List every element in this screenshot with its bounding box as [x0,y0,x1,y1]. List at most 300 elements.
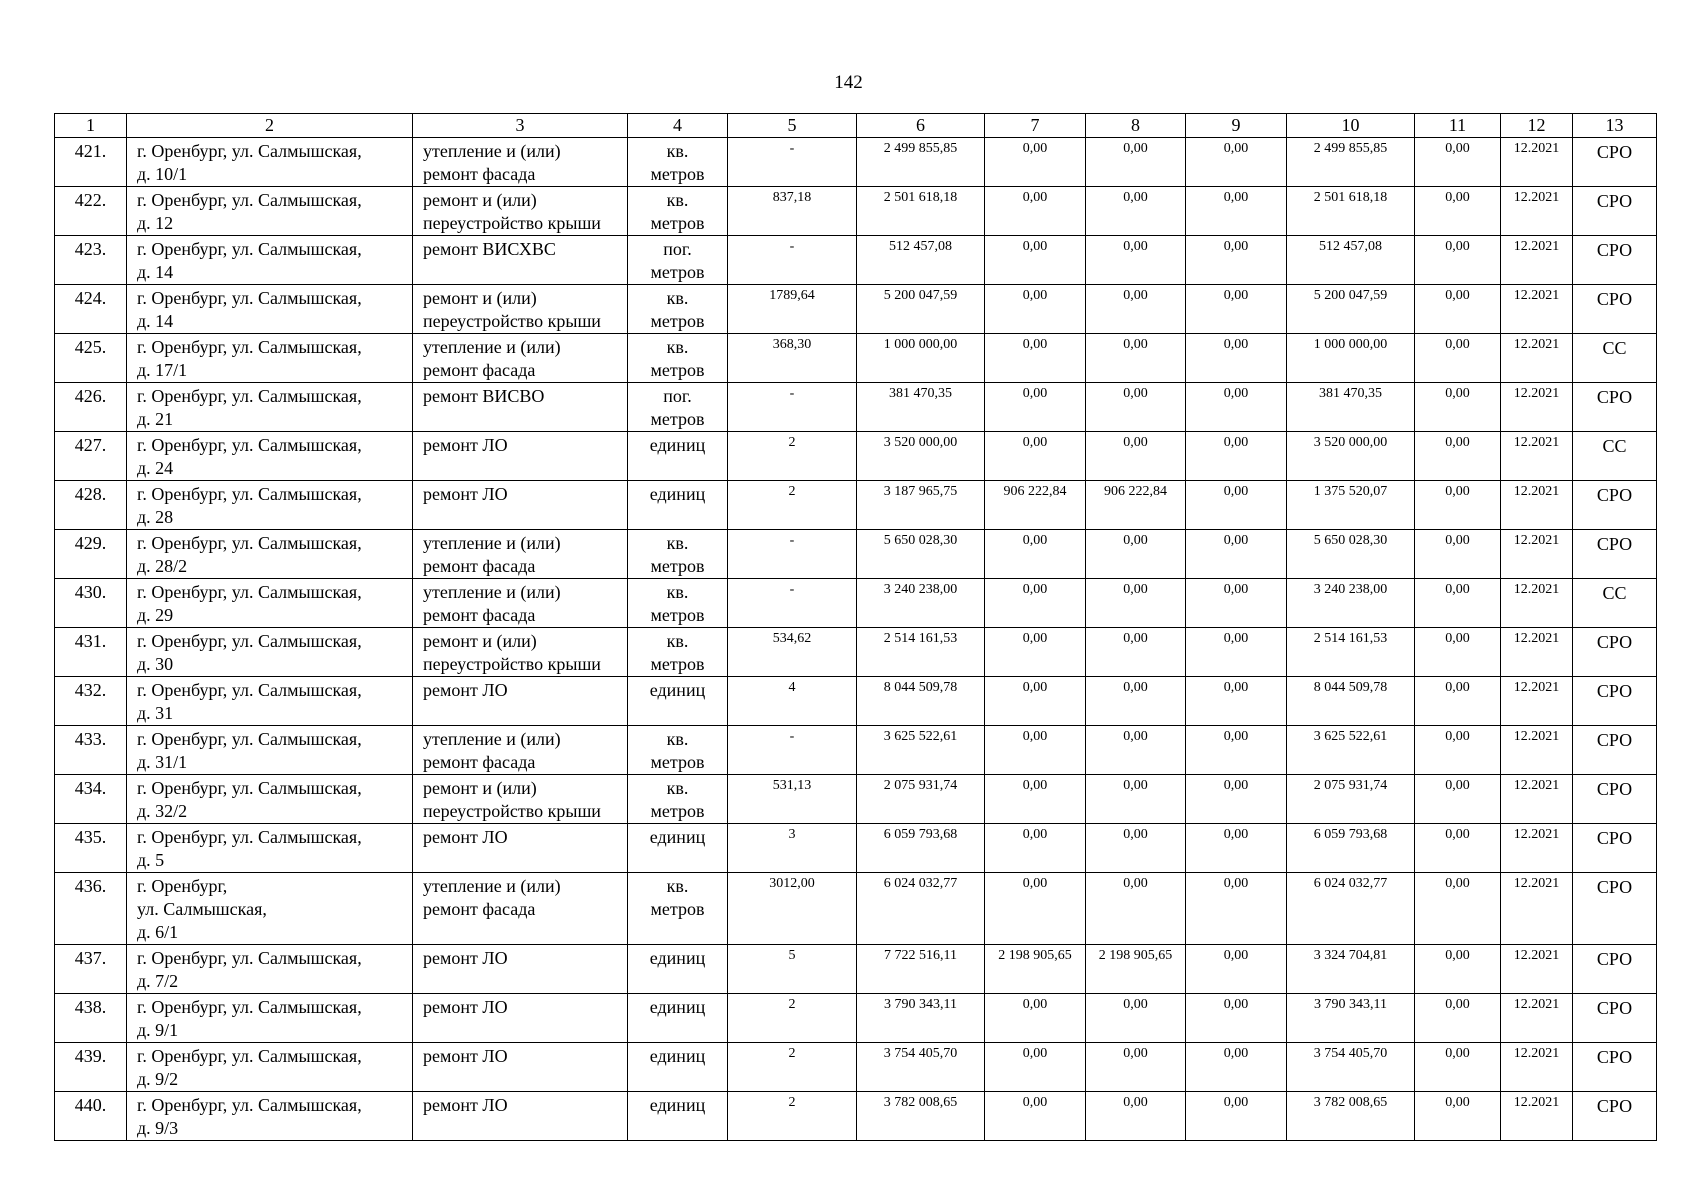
col8-cell: 0,00 [1086,383,1186,432]
total-cost-cell: 2 514 161,53 [857,628,985,677]
row-number: 422. [55,187,127,236]
col10-cell: 6 024 032,77 [1287,873,1415,945]
method-cell: СРО [1573,187,1657,236]
column-header: 11 [1415,114,1501,138]
col9-cell: 0,00 [1186,945,1287,994]
table-row [55,726,1657,775]
method-cell: СРО [1573,481,1657,530]
address-cell-line: г. Оренбург, ул. Салмышская, [137,484,362,504]
col8-cell: 0,00 [1086,530,1186,579]
address-cell-line: ул. Салмышская, [137,899,267,919]
volume-cell: 531,13 [728,775,857,824]
work-type-cell-line: утепление и (или) [423,533,561,553]
work-type-cell-line: ремонт и (или) [423,190,537,210]
work-type-cell [413,579,628,628]
work-type-cell [413,628,628,677]
row-number: 429. [55,530,127,579]
column-header: 12 [1501,114,1573,138]
col11-cell: 0,00 [1415,236,1501,285]
work-type-cell [413,775,628,824]
deadline-cell: 12.2021 [1501,677,1573,726]
deadline-cell: 12.2021 [1501,138,1573,187]
address-cell-line: д. 31/1 [137,752,188,772]
address-cell-line: д. 7/2 [137,971,179,991]
table-row [55,628,1657,677]
unit-cell [628,579,728,628]
work-type-cell-line: ремонт ВИСХВС [423,239,556,259]
col9-cell: 0,00 [1186,824,1287,873]
total-cost-cell: 3 754 405,70 [857,1043,985,1092]
work-type-cell-line: ремонт ЛО [423,948,508,968]
volume-cell: 5 [728,945,857,994]
address-cell-line: д. 10/1 [137,164,188,184]
unit-cell [628,285,728,334]
work-type-cell-line: ремонт фасада [423,899,536,919]
unit-cell [628,994,728,1043]
volume-cell: 837,18 [728,187,857,236]
volume-cell: - [728,579,857,628]
method-cell: СРО [1573,873,1657,945]
unit-cell-line: единиц [649,1095,706,1115]
col7-cell: 0,00 [985,873,1086,945]
address-cell-line: д. 28/2 [137,556,188,576]
col10-cell: 8 044 509,78 [1287,677,1415,726]
col11-cell: 0,00 [1415,628,1501,677]
volume-cell: - [728,138,857,187]
work-type-cell [413,1092,628,1141]
work-type-cell-line: переустройство крыши [423,213,601,233]
address-cell [127,285,413,334]
col11-cell: 0,00 [1415,579,1501,628]
total-cost-cell: 3 625 522,61 [857,726,985,775]
unit-cell-line: кв. [666,533,689,553]
unit-cell-line: единиц [649,680,706,700]
address-cell [127,187,413,236]
col10-cell: 3 520 000,00 [1287,432,1415,481]
work-type-cell [413,824,628,873]
total-cost-cell: 3 520 000,00 [857,432,985,481]
address-cell [127,481,413,530]
table-body [55,138,1657,1141]
work-type-cell [413,432,628,481]
address-cell-line: г. Оренбург, [137,876,228,896]
volume-cell: 2 [728,481,857,530]
unit-cell-line: кв. [666,876,689,896]
work-type-cell [413,285,628,334]
col8-cell: 0,00 [1086,994,1186,1043]
deadline-cell: 12.2021 [1501,334,1573,383]
volume-cell: 3 [728,824,857,873]
address-cell [127,628,413,677]
total-cost-cell: 381 470,35 [857,383,985,432]
total-cost-cell: 6 059 793,68 [857,824,985,873]
address-cell [127,334,413,383]
table-row [55,994,1657,1043]
work-type-cell [413,334,628,383]
unit-cell-line: единиц [649,1046,706,1066]
unit-cell [628,481,728,530]
unit-cell-line: метров [650,164,705,184]
col9-cell: 0,00 [1186,726,1287,775]
column-header: 10 [1287,114,1415,138]
unit-cell [628,1043,728,1092]
col11-cell: 0,00 [1415,1092,1501,1141]
unit-cell-line: метров [650,409,705,429]
total-cost-cell: 2 501 618,18 [857,187,985,236]
col8-cell: 0,00 [1086,677,1186,726]
volume-cell: 2 [728,1043,857,1092]
total-cost-cell: 7 722 516,11 [857,945,985,994]
unit-cell-line: кв. [666,141,689,161]
work-type-cell-line: утепление и (или) [423,141,561,161]
col8-cell: 0,00 [1086,1043,1186,1092]
unit-cell-line: метров [650,752,705,772]
col9-cell: 0,00 [1186,334,1287,383]
address-cell-line: г. Оренбург, ул. Салмышская, [137,190,362,210]
col9-cell: 0,00 [1186,1092,1287,1141]
work-type-cell-line: ремонт ЛО [423,1046,508,1066]
work-type-cell [413,726,628,775]
column-header: 4 [628,114,728,138]
column-header: 5 [728,114,857,138]
work-type-cell [413,530,628,579]
address-cell [127,236,413,285]
col7-cell: 0,00 [985,628,1086,677]
total-cost-cell: 5 650 028,30 [857,530,985,579]
deadline-cell: 12.2021 [1501,285,1573,334]
work-type-cell-line: ремонт и (или) [423,631,537,651]
col8-cell: 0,00 [1086,285,1186,334]
method-cell: СРО [1573,775,1657,824]
col7-cell: 0,00 [985,383,1086,432]
unit-cell-line: кв. [666,778,689,798]
work-type-cell-line: ремонт фасада [423,752,536,772]
method-cell: СРО [1573,945,1657,994]
address-cell [127,775,413,824]
work-type-cell-line: утепление и (или) [423,876,561,896]
deadline-cell: 12.2021 [1501,579,1573,628]
work-type-cell-line: ремонт ЛО [423,1095,508,1115]
col10-cell: 6 059 793,68 [1287,824,1415,873]
address-cell-line: д. 9/1 [137,1020,179,1040]
work-type-cell-line: ремонт ВИСВО [423,386,545,406]
address-cell-line: г. Оренбург, ул. Салмышская, [137,239,362,259]
table-row [55,1043,1657,1092]
address-cell-line: д. 14 [137,311,174,331]
work-type-cell [413,677,628,726]
row-number: 431. [55,628,127,677]
col9-cell: 0,00 [1186,579,1287,628]
volume-cell: - [728,383,857,432]
unit-cell [628,628,728,677]
deadline-cell: 12.2021 [1501,530,1573,579]
col11-cell: 0,00 [1415,824,1501,873]
total-cost-cell: 1 000 000,00 [857,334,985,383]
col11-cell: 0,00 [1415,334,1501,383]
column-header: 13 [1573,114,1657,138]
unit-cell-line: кв. [666,631,689,651]
address-cell-line: д. 6/1 [137,922,179,942]
col7-cell: 2 198 905,65 [985,945,1086,994]
unit-cell-line: единиц [649,948,706,968]
row-number: 432. [55,677,127,726]
work-type-cell-line: ремонт фасада [423,164,536,184]
col8-cell: 0,00 [1086,138,1186,187]
unit-cell [628,236,728,285]
volume-cell: - [728,726,857,775]
total-cost-cell: 3 782 008,65 [857,1092,985,1141]
method-cell: СРО [1573,824,1657,873]
table-row [55,285,1657,334]
address-cell-line: г. Оренбург, ул. Салмышская, [137,778,362,798]
work-type-cell-line: ремонт фасада [423,556,536,576]
work-type-cell [413,945,628,994]
method-cell: СРО [1573,285,1657,334]
table-row [55,530,1657,579]
col9-cell: 0,00 [1186,873,1287,945]
method-cell: СРО [1573,628,1657,677]
address-cell-line: д. 30 [137,654,174,674]
col9-cell: 0,00 [1186,994,1287,1043]
work-type-cell [413,481,628,530]
table-row [55,945,1657,994]
col11-cell: 0,00 [1415,726,1501,775]
work-type-cell-line: ремонт ЛО [423,827,508,847]
deadline-cell: 12.2021 [1501,236,1573,285]
unit-cell-line: кв. [666,288,689,308]
col10-cell: 3 754 405,70 [1287,1043,1415,1092]
address-cell [127,579,413,628]
address-cell [127,383,413,432]
address-cell [127,945,413,994]
col9-cell: 0,00 [1186,481,1287,530]
unit-cell-line: метров [650,262,705,282]
col11-cell: 0,00 [1415,481,1501,530]
volume-cell: 3012,00 [728,873,857,945]
col9-cell: 0,00 [1186,432,1287,481]
unit-cell [628,187,728,236]
row-number: 439. [55,1043,127,1092]
total-cost-cell: 6 024 032,77 [857,873,985,945]
table-row [55,824,1657,873]
table-row [55,187,1657,236]
col8-cell: 0,00 [1086,1092,1186,1141]
col10-cell: 2 501 618,18 [1287,187,1415,236]
deadline-cell: 12.2021 [1501,775,1573,824]
work-type-cell [413,1043,628,1092]
address-cell-line: д. 9/2 [137,1069,179,1089]
work-type-cell-line: переустройство крыши [423,311,601,331]
col9-cell: 0,00 [1186,285,1287,334]
col8-cell: 0,00 [1086,873,1186,945]
volume-cell: 1789,64 [728,285,857,334]
total-cost-cell: 2 075 931,74 [857,775,985,824]
row-number: 437. [55,945,127,994]
col7-cell: 0,00 [985,432,1086,481]
col7-cell: 0,00 [985,334,1086,383]
column-header: 7 [985,114,1086,138]
address-cell [127,824,413,873]
unit-cell-line: кв. [666,337,689,357]
unit-cell-line: единиц [649,827,706,847]
col11-cell: 0,00 [1415,873,1501,945]
table-row [55,1092,1657,1141]
col9-cell: 0,00 [1186,138,1287,187]
col7-cell: 0,00 [985,677,1086,726]
work-type-cell-line: переустройство крыши [423,801,601,821]
row-number: 438. [55,994,127,1043]
table-row [55,334,1657,383]
address-cell-line: г. Оренбург, ул. Салмышская, [137,680,362,700]
col10-cell: 1 375 520,07 [1287,481,1415,530]
table-row [55,677,1657,726]
unit-cell-line: кв. [666,190,689,210]
method-cell: СРО [1573,1092,1657,1141]
deadline-cell: 12.2021 [1501,1092,1573,1141]
col10-cell: 5 650 028,30 [1287,530,1415,579]
unit-cell [628,824,728,873]
unit-cell-line: метров [650,654,705,674]
work-type-cell [413,873,628,945]
method-cell: СРО [1573,530,1657,579]
address-cell-line: г. Оренбург, ул. Салмышская, [137,337,362,357]
work-type-cell-line: утепление и (или) [423,337,561,357]
col7-cell: 0,00 [985,775,1086,824]
method-cell: СРО [1573,383,1657,432]
deadline-cell: 12.2021 [1501,628,1573,677]
unit-cell [628,530,728,579]
table-row [55,775,1657,824]
row-number: 440. [55,1092,127,1141]
method-cell: СС [1573,432,1657,481]
col10-cell: 512 457,08 [1287,236,1415,285]
col10-cell: 1 000 000,00 [1287,334,1415,383]
col11-cell: 0,00 [1415,945,1501,994]
volume-cell: - [728,236,857,285]
method-cell: СРО [1573,1043,1657,1092]
address-cell [127,726,413,775]
unit-cell [628,138,728,187]
unit-cell-line: метров [650,360,705,380]
row-number: 425. [55,334,127,383]
col10-cell: 2 075 931,74 [1287,775,1415,824]
header-row [55,114,1657,138]
col7-cell: 0,00 [985,138,1086,187]
col10-cell: 2 499 855,85 [1287,138,1415,187]
address-cell-line: г. Оренбург, ул. Салмышская, [137,948,362,968]
address-cell-line: д. 9/3 [137,1118,179,1138]
method-cell: СС [1573,579,1657,628]
table-row [55,236,1657,285]
col8-cell: 0,00 [1086,775,1186,824]
row-number: 424. [55,285,127,334]
table-row [55,481,1657,530]
table-row [55,579,1657,628]
unit-cell [628,677,728,726]
work-type-cell [413,138,628,187]
unit-cell [628,432,728,481]
address-cell-line: г. Оренбург, ул. Салмышская, [137,386,362,406]
col9-cell: 0,00 [1186,530,1287,579]
col9-cell: 0,00 [1186,677,1287,726]
address-cell-line: г. Оренбург, ул. Салмышская, [137,435,362,455]
unit-cell-line: единиц [649,435,706,455]
deadline-cell: 12.2021 [1501,824,1573,873]
col9-cell: 0,00 [1186,383,1287,432]
method-cell: СРО [1573,138,1657,187]
total-cost-cell: 2 499 855,85 [857,138,985,187]
address-cell-line: г. Оренбург, ул. Салмышская, [137,582,362,602]
unit-cell-line: метров [650,311,705,331]
address-cell-line: г. Оренбург, ул. Салмышская, [137,997,362,1017]
total-cost-cell: 5 200 047,59 [857,285,985,334]
deadline-cell: 12.2021 [1501,726,1573,775]
deadline-cell: 12.2021 [1501,383,1573,432]
deadline-cell: 12.2021 [1501,873,1573,945]
column-header: 6 [857,114,985,138]
deadline-cell: 12.2021 [1501,481,1573,530]
col10-cell: 3 625 522,61 [1287,726,1415,775]
address-cell-line: д. 12 [137,213,174,233]
col8-cell: 0,00 [1086,824,1186,873]
col8-cell: 0,00 [1086,628,1186,677]
col7-cell: 0,00 [985,187,1086,236]
volume-cell: - [728,530,857,579]
address-cell-line: г. Оренбург, ул. Салмышская, [137,141,362,161]
work-type-cell-line: ремонт и (или) [423,778,537,798]
unit-cell-line: метров [650,556,705,576]
work-type-cell [413,383,628,432]
col10-cell: 3 324 704,81 [1287,945,1415,994]
col7-cell: 0,00 [985,530,1086,579]
row-number: 435. [55,824,127,873]
work-type-cell-line: ремонт фасада [423,605,536,625]
col9-cell: 0,00 [1186,187,1287,236]
address-cell-line: д. 5 [137,850,165,870]
col10-cell: 5 200 047,59 [1287,285,1415,334]
unit-cell-line: кв. [666,582,689,602]
col11-cell: 0,00 [1415,432,1501,481]
address-cell-line: д. 28 [137,507,174,527]
unit-cell-line: единиц [649,484,706,504]
work-type-cell-line: переустройство крыши [423,654,601,674]
unit-cell [628,1092,728,1141]
col8-cell: 0,00 [1086,579,1186,628]
address-cell [127,1043,413,1092]
address-cell-line: г. Оренбург, ул. Салмышская, [137,1095,362,1115]
row-number: 434. [55,775,127,824]
col11-cell: 0,00 [1415,383,1501,432]
col10-cell: 2 514 161,53 [1287,628,1415,677]
col10-cell: 3 790 343,11 [1287,994,1415,1043]
work-type-cell-line: утепление и (или) [423,582,561,602]
address-cell-line: г. Оренбург, ул. Салмышская, [137,533,362,553]
col9-cell: 0,00 [1186,775,1287,824]
work-type-cell-line: утепление и (или) [423,729,561,749]
col11-cell: 0,00 [1415,994,1501,1043]
col7-cell: 0,00 [985,824,1086,873]
work-type-cell [413,187,628,236]
table-row [55,432,1657,481]
work-type-cell-line: ремонт ЛО [423,484,508,504]
col8-cell: 0,00 [1086,726,1186,775]
volume-cell: 534,62 [728,628,857,677]
page-number: 142 [834,72,863,93]
col7-cell: 0,00 [985,726,1086,775]
row-number: 436. [55,873,127,945]
unit-cell [628,334,728,383]
col11-cell: 0,00 [1415,187,1501,236]
